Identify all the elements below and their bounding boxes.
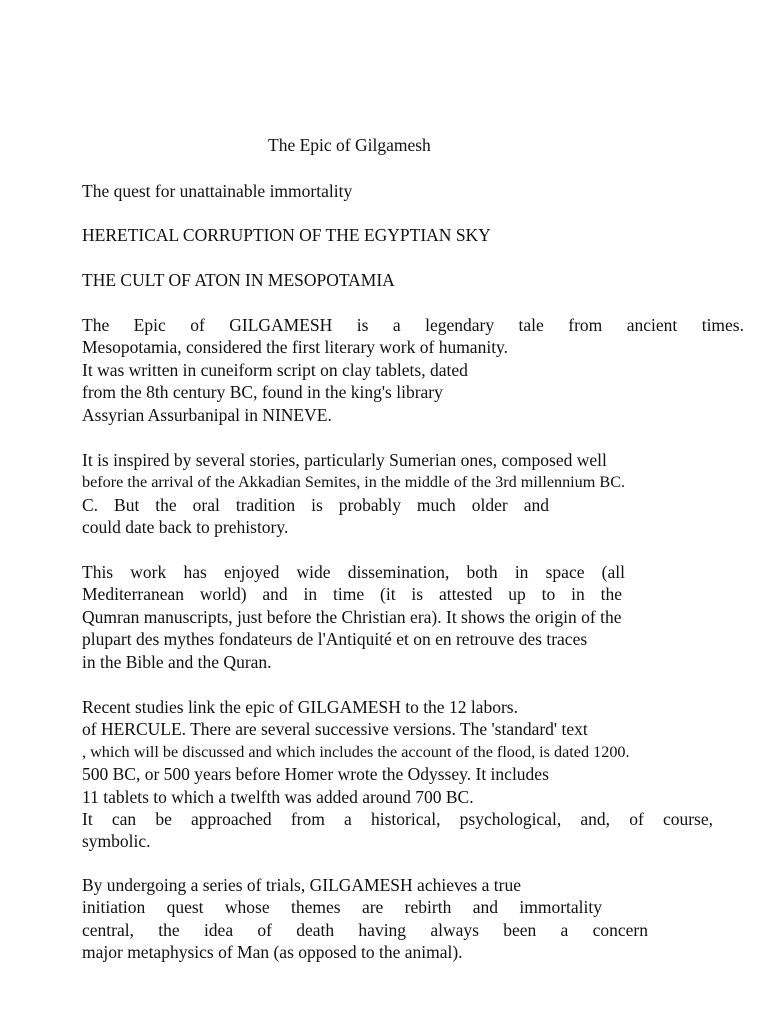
paragraph-line: It was written in cuneiform script on clay tablets, dated: [82, 359, 468, 380]
paragraph-line: [82, 808, 713, 830]
paragraph-line-text: C. But the oral tradition is probably much older and: [82, 494, 549, 515]
paragraph-1: [82, 314, 744, 426]
paragraph-line: The Epic of GILGAMESH is a legendary tale from ancient times.: [82, 315, 744, 335]
heading-text: THE CULT OF ATON IN MESOPOTAMIA: [82, 270, 395, 290]
paragraph-line: Qumran manuscripts, just before the Christian era). It shows the origin of the: [82, 606, 622, 627]
paragraph-line: It is inspired by several stories, particularly Sumerian ones, composed well: [82, 450, 607, 470]
paragraph-line-text: It can be approached from a historical, psychological, and, of course,: [82, 809, 713, 830]
paragraph-line: Mesopotamia, considered the first literary work of humanity.: [82, 337, 509, 358]
paragraph-line: from the 8th century BC, found in the king's library: [82, 382, 443, 403]
paragraph-4: [82, 696, 746, 853]
paragraph-line: of HERCULE. There are several successive versions. The 'standard' text: [82, 719, 588, 740]
heading-1: [82, 224, 744, 246]
paragraph-line: 11 tablets to which a twelfth was added around 700 BC.: [82, 786, 474, 807]
document-subtitle: [82, 180, 744, 202]
paragraph-line: in the Bible and the Quran.: [82, 651, 272, 672]
paragraph-line-text: initiation quest whose themes are rebirth and immortality: [82, 897, 602, 918]
heading-text: HERETICAL CORRUPTION OF THE EGYPTIAN SKY: [82, 225, 491, 245]
paragraph-line: plupart des mythes fondateurs de l'Antiquité et on en retrouve des traces: [82, 629, 588, 650]
paragraph-line: [82, 896, 602, 918]
paragraph-line: [82, 583, 622, 605]
paragraph-line: [82, 561, 625, 583]
paragraph-line: By undergoing a series of trials, GILGAMESH achieves a true: [82, 875, 522, 895]
paragraph-line: before the arrival of the Akkadian Semites, in the middle of the 3rd millennium BC.: [82, 473, 626, 492]
paragraph-2: [82, 449, 722, 539]
paragraph-line: Recent studies link the epic of GILGAMESH to the 12 labors.: [82, 697, 518, 717]
paragraph-line: 500 BC, or 500 years before Homer wrote the Odyssey. It includes: [82, 764, 549, 785]
paragraph-line: could date back to prehistory.: [82, 517, 289, 538]
paragraph-line: Assyrian Assurbanipal in NINEVE.: [82, 404, 332, 425]
paragraph-line: , which will be discussed and which includes the account of the flood, is dated 1200.: [82, 742, 630, 761]
paragraph-line: [82, 494, 549, 516]
paragraph-3: [82, 561, 710, 673]
paragraph-line-text: This work has enjoyed wide dissemination, both in space (all: [82, 562, 625, 582]
paragraph-line: symbolic.: [82, 831, 151, 852]
paragraph-line-text: central, the idea of death having always been a concern: [82, 919, 648, 940]
paragraph-line-text: Mediterranean world) and in time (it is attested up to in the: [82, 584, 622, 605]
document-title: The Epic of Gilgamesh: [268, 135, 431, 155]
subtitle-text: The quest for unattainable immortality: [82, 181, 353, 201]
paragraph-line: major metaphysics of Man (as opposed to the animal).: [82, 942, 463, 963]
paragraph-line: [82, 919, 648, 941]
paragraph-5: [82, 874, 650, 964]
heading-2: [82, 269, 744, 291]
